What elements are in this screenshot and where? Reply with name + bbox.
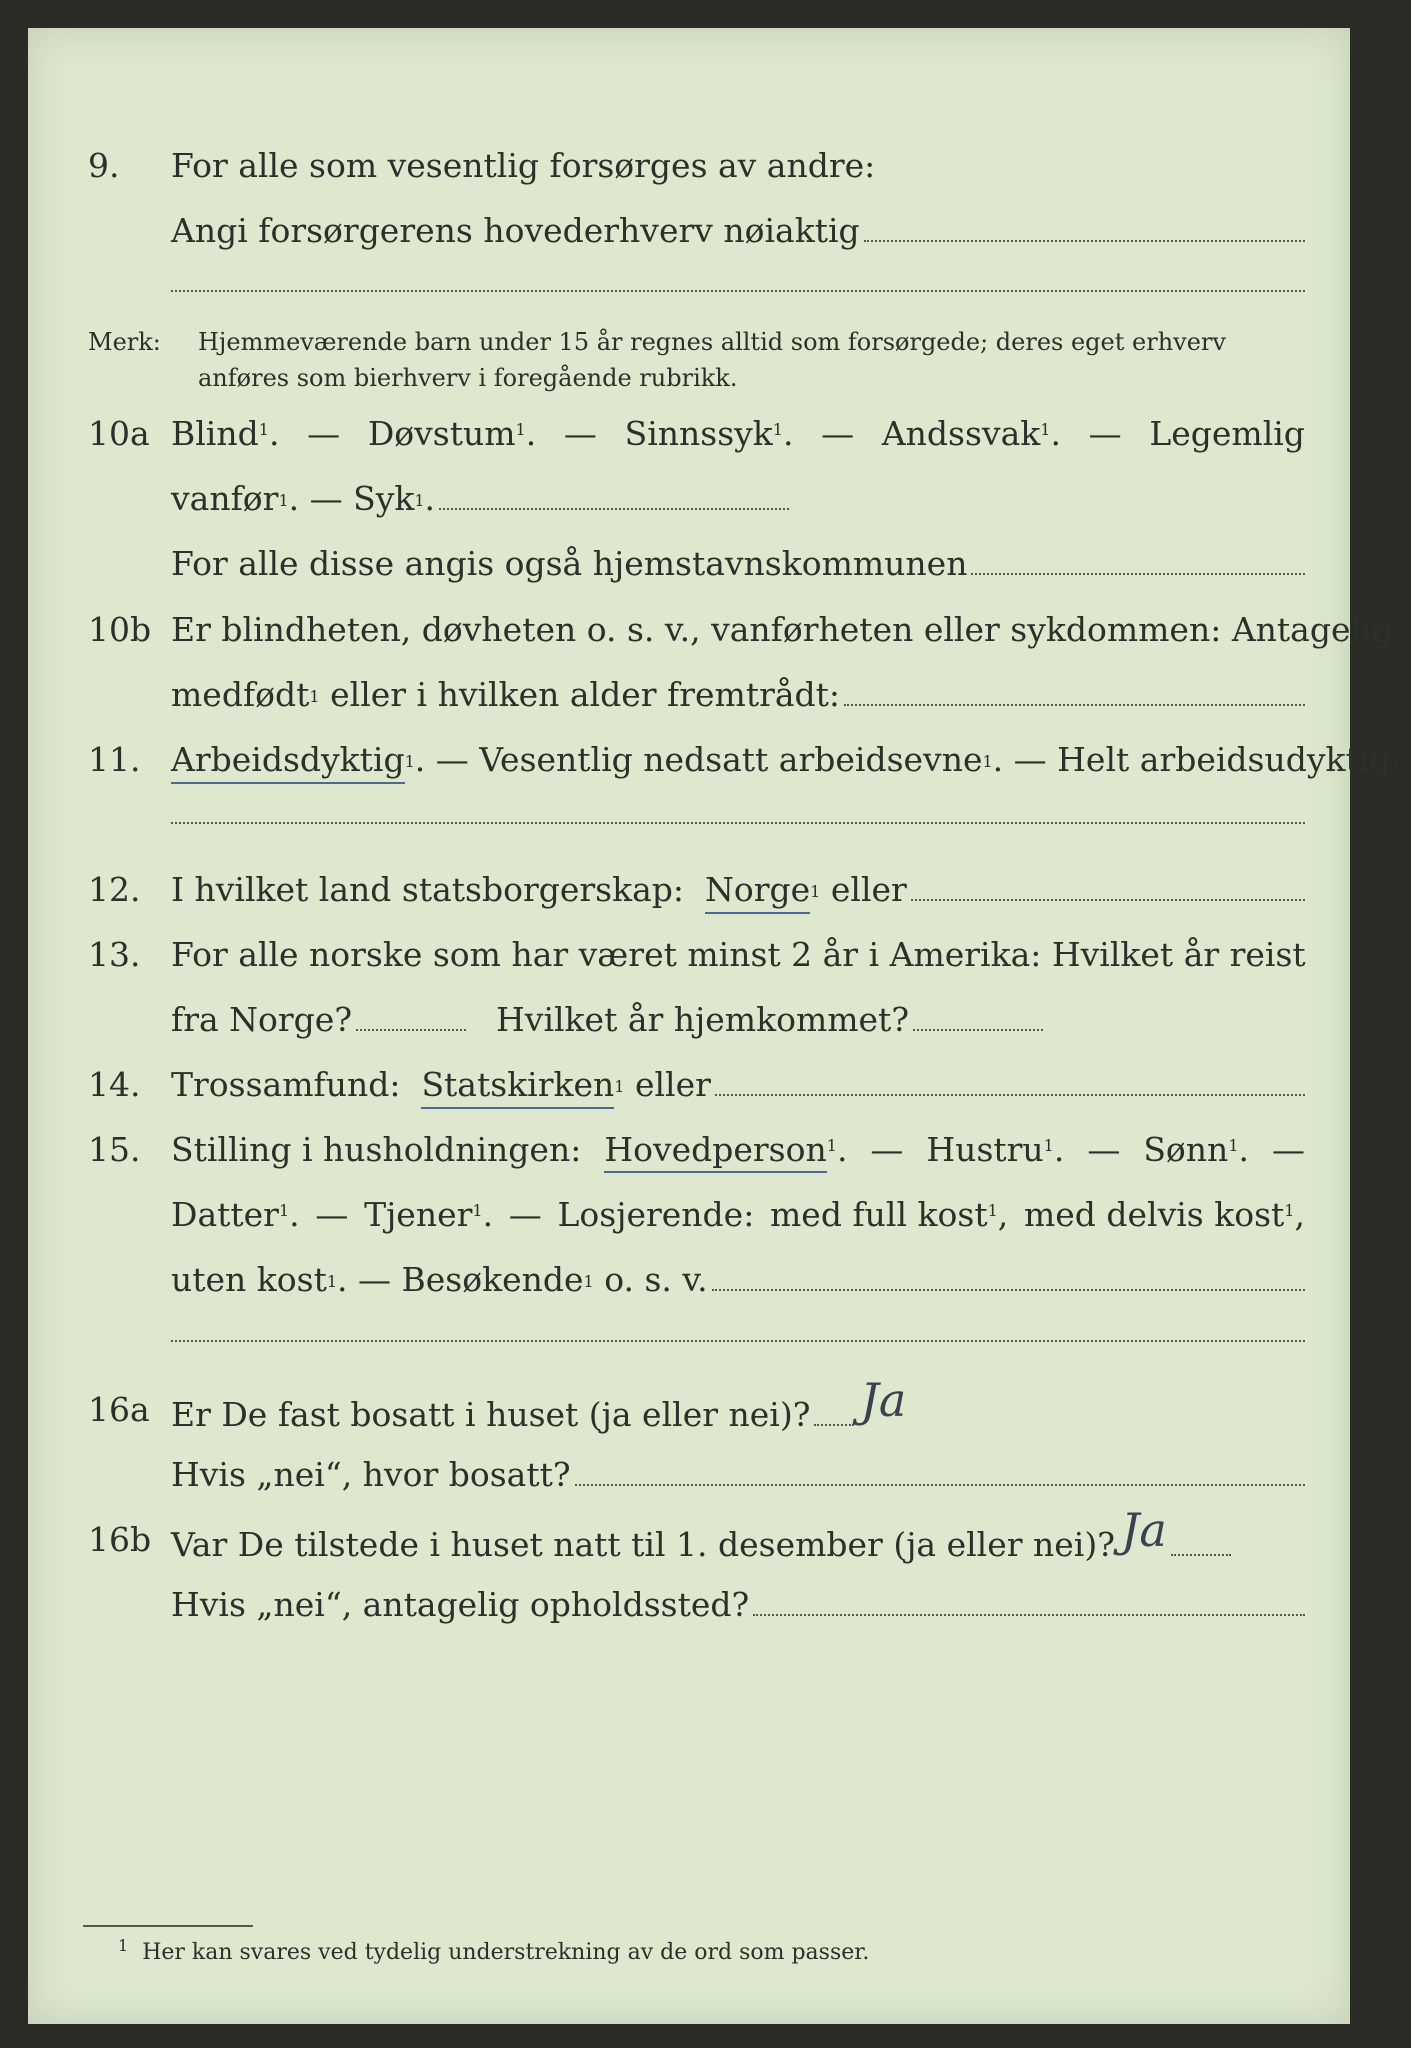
q15-delvis-kost[interactable]: med delvis kost [1023,1195,1285,1234]
q10a-vanfor[interactable]: vanfør [171,479,279,518]
q12-eller: eller [830,870,907,909]
q13-number: 13. [88,935,141,974]
q14-number: 14. [88,1065,141,1104]
q10b-text: Er blindheten, døvheten o. s. v., vanførheten eller sykdommen: Antagelig [171,610,1393,649]
footnote-mark: 1 [118,1936,129,1955]
q13-reist-field[interactable] [356,1001,466,1031]
form-page: 9. For alle som vesentlig forsørges av andre: Angi forsørgerens hovederhverv nøiaktig Merk: Hjemmeværende barn under 15 år regnes alltid som forsørgede; deres eget erhverv anføres som bierhverv i foregående rubrikk. 10a Blind$^1$. — Døvstum$^1$. — Sinnssyk$^1$. — Andssvak$^1$. — Legemlig vanfør $^1$ . — Syk $^1$ . For alle disse angis også hjemstavnskommunen 10b Er blindheten, døvheten o. s. v., vanførheten eller sykdommen: Antagelig medfødt $^1$ eller i hvilken alder fremtrådt: 11. Arbeidsdyktig $^1$ . — Vesentlig nedsatt arbeidsevne $^1$ . — Helt arbeidsudyktig $^1$ . 12. I hvilket land statsborgerskap: Norge $^1$ eller 13. For alle norske som har været minst 2 år i Amerika: Hvilket år reist fra Norge? Hvilket år hjemkommet? 14. Trossamfund: Statskirken $^1$ eller 15. Stilling i husholdningen: Hovedperson$^1$. — Hustru$^1$. — Sønn$^1$. — Datter$^1$. — Tjener$^1$. — Losjerende: med full kost$^1$, med delvis kost$^1$, uten kost $^1$ . — Besøkende $^1$ o. s. v. 16a Er De fast bosatt i huset (ja eller nei)? Ja Hvis „nei“, hvor bosatt? 16b Var De tilstede i huset natt til 1. desember (ja eller nei)? Ja Hvis „nei“, antagelig opholdssted? $^1$ Her kan svares ved tydelig understrekning av de ord som passer. [28,28,1350,2024]
q15-uten-kost[interactable]: uten kost [171,1260,327,1299]
footnote-rule [83,1925,253,1927]
q14-statskirken[interactable]: Statskirken [421,1065,614,1109]
q15-extra-field[interactable] [171,1340,1305,1342]
q14-eller: eller [634,1065,711,1104]
q10a-legemlig[interactable]: Legemlig [1149,414,1305,453]
q9-text: For alle som vesentlig forsørges av andre: [171,146,876,185]
q10a-hjemstavn: For alle disse angis også hjemstavnskommunen [171,544,968,583]
q11-arbeidsdyktig[interactable]: Arbeidsdyktig [171,740,405,784]
q10a-dovstum[interactable]: Døvstum [367,414,516,453]
q15-prefix: Stilling i husholdningen: [171,1130,582,1169]
q10a-andssvak[interactable]: Andssvak [881,414,1041,453]
merk-line1: Hjemmeværende barn under 15 år regnes alltid som forsørgede; deres eget erhverv [198,328,1226,356]
q15-datter[interactable]: Datter [171,1195,279,1234]
q10b-number: 10b [88,610,152,649]
q16a-answer[interactable]: Ja [860,1373,907,1427]
q11-udyktig[interactable]: Helt arbeidsudyktig [1057,740,1391,779]
q15-sonn[interactable]: Sønn [1143,1130,1229,1169]
q16b-answer[interactable]: Ja [1120,1503,1167,1557]
q15-tjener[interactable]: Tjener [364,1195,473,1234]
merk-line2: anføres som bierhverv i foregående rubrikk. [198,364,738,392]
q15-number: 15. [88,1130,141,1169]
q13-hjemkommet-field[interactable] [913,1001,1043,1031]
q15-hustru[interactable]: Hustru [926,1130,1044,1169]
q12-number: 12. [88,870,141,909]
q10b-field[interactable] [844,676,1305,706]
q16a-field[interactable] [814,1396,854,1426]
q11-nedsatt[interactable]: Vesentlig nedsatt arbeidsevne [479,740,983,779]
q10a-syk-field[interactable] [439,480,789,510]
q16b-number: 16b [88,1520,152,1559]
q11-number: 11. [88,740,141,779]
q9-text2: Angi forsørgerens hovederhverv nøiaktig [171,211,860,250]
q11-extra-field[interactable] [171,822,1305,824]
q10b-medfodt[interactable]: medfødt [171,675,310,714]
q16b-opholdssted-field[interactable] [753,1586,1305,1616]
q9-number: 9. [88,146,120,185]
q13-reist: fra Norge? [171,1000,353,1039]
q15-full-kost[interactable]: med full kost [770,1195,988,1234]
q13-text: For alle norske som har været minst 2 år i Amerika: Hvilket år reist [171,935,1306,974]
footnote [118,1936,870,1965]
q15-losjerende: Losjerende: [557,1195,755,1234]
q15-hovedperson[interactable]: Hovedperson [604,1130,826,1173]
footnote-text: Her kan svares ved tydelig understrekning av de ord som passer. [142,1940,870,1965]
q10a-number: 10a [88,414,150,453]
q16a-bosatt-field[interactable] [575,1456,1305,1486]
q14-field[interactable] [715,1066,1305,1096]
q10a-syk[interactable]: Syk [353,479,415,518]
q16b-field[interactable] [1171,1526,1231,1556]
q15-besokende[interactable]: Besøkende [401,1260,584,1299]
q16a-bosatt: Hvis „nei“, hvor bosatt? [171,1455,571,1494]
q15-field[interactable] [712,1261,1305,1291]
q9-answer-field[interactable] [864,212,1305,242]
q10a-hjemstavn-field[interactable] [971,545,1305,575]
q16a-question: Er De fast bosatt i huset (ja eller nei)? [171,1395,811,1434]
q12-prefix: I hvilket land statsborgerskap: [171,870,685,909]
q16b-question: Var De tilstede i huset natt til 1. desember (ja eller nei)? [171,1525,1115,1564]
q13-hjemkommet: Hvilket år hjemkommet? [496,1000,910,1039]
q16b-opholdssted: Hvis „nei“, antagelig opholdssted? [171,1585,750,1624]
q14-prefix: Trossamfund: [171,1065,401,1104]
q10b-alder: eller i hvilken alder fremtrådt: [330,675,841,714]
q10a-sinnssyk[interactable]: Sinnssyk [624,414,773,453]
q15-osv: o. s. v. [604,1260,708,1299]
q12-norge[interactable]: Norge [705,870,810,914]
q9-extra-field[interactable] [171,290,1305,292]
merk-label: Merk: [88,328,161,356]
q10a-blind[interactable]: Blind [171,414,259,453]
q16a-number: 16a [88,1390,150,1429]
q12-field[interactable] [911,871,1305,901]
